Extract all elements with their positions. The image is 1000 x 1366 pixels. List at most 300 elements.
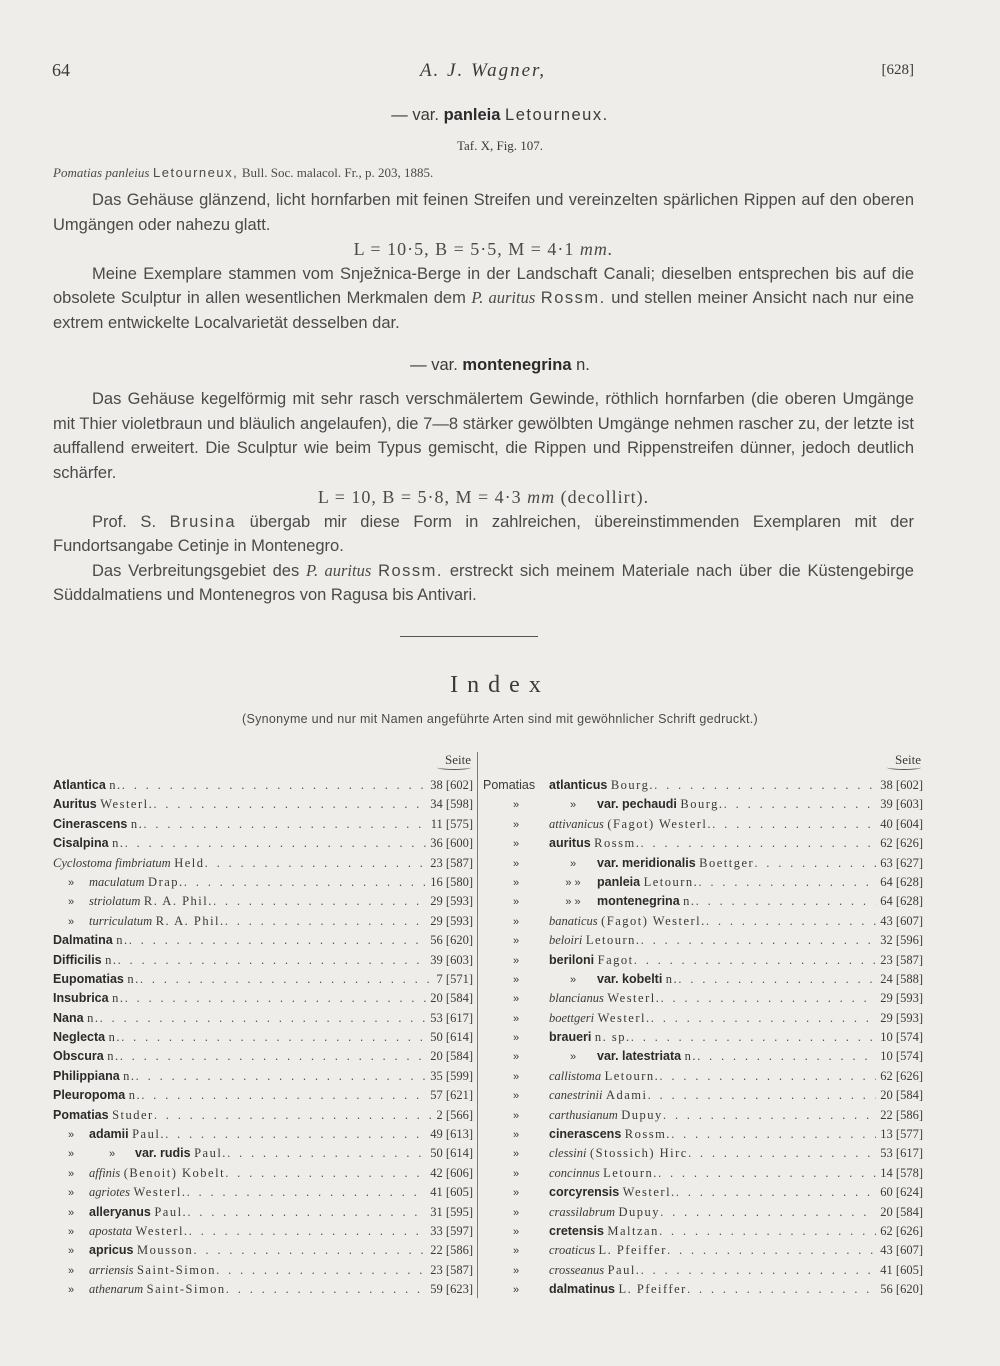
ditto-mark: » [512, 1070, 520, 1083]
index-entry [53, 970, 473, 989]
species-author: Adami [605, 1088, 648, 1103]
page-reference: 41 [605] [430, 1185, 473, 1200]
index-entry [483, 1183, 923, 1202]
page-reference: 53 [617] [430, 1010, 473, 1025]
species-author: Letourn. [603, 1165, 658, 1180]
ditto-mark: » [67, 1167, 75, 1180]
page-reference: 50 [614] [430, 1146, 473, 1161]
index-entry [483, 854, 923, 873]
seite-header: Seite [53, 752, 473, 776]
species-author: Saint-Simon [136, 1262, 216, 1277]
page-reference: 42 [606] [430, 1165, 473, 1180]
species-author: Westerl. [133, 1185, 187, 1200]
species-name: Cyclostoma fimbriatum [53, 855, 171, 870]
entry-name-group [53, 1125, 165, 1145]
species-name: beloiri [549, 933, 583, 948]
entry-name-group [53, 1067, 136, 1086]
species-name: Dalmatina [53, 933, 113, 948]
index-entry [53, 1106, 473, 1125]
species-name: Atlantica [53, 778, 106, 792]
leader-dots [205, 854, 427, 873]
ditto-mark: » [67, 915, 75, 928]
entry-name-group [53, 1047, 120, 1066]
entry-name-group [483, 1106, 663, 1126]
index-entry [53, 776, 473, 795]
species-author: Saint-Simon [146, 1282, 226, 1297]
species-author: n. [112, 991, 125, 1006]
leader-dots [641, 931, 877, 950]
entry-name-group [53, 931, 129, 950]
ditto-mark: » [512, 954, 520, 967]
ditto-mark: » [512, 1284, 520, 1297]
leader-dots [687, 1280, 876, 1299]
leader-dots [143, 815, 427, 834]
leader-dots [154, 1106, 433, 1125]
species-name: Pomatias [53, 1107, 109, 1122]
entry-name-group [483, 951, 634, 971]
reference-author: Letourneux, [153, 165, 239, 180]
page-reference: 11 [575] [430, 816, 473, 831]
entry-name-group [483, 912, 706, 932]
leader-dots [667, 1241, 876, 1260]
ditto-mark: » [67, 1206, 75, 1219]
species-name: crosseanus [549, 1262, 605, 1277]
index-entry [53, 1086, 473, 1105]
leader-dots [225, 1164, 426, 1183]
literature-reference [53, 163, 914, 183]
species-author: n. [109, 778, 122, 792]
index-entry [483, 1028, 923, 1047]
leader-dots [122, 776, 427, 795]
species-name: Cinerascens [53, 816, 128, 831]
entry-name-group [483, 854, 754, 874]
ditto-mark: » [512, 1051, 520, 1064]
index-entry [483, 1241, 923, 1260]
leader-dots [189, 1222, 427, 1241]
species-author: Bourg. [610, 778, 654, 792]
entry-name-group [483, 776, 654, 795]
species-name: var. pechaudi [597, 797, 677, 812]
index-entry [53, 1222, 473, 1241]
page-reference: 59 [623] [430, 1282, 473, 1297]
species-author: Westerl. [607, 991, 661, 1006]
index-entry [53, 1164, 473, 1183]
index-entry [53, 1125, 473, 1144]
leader-dots [117, 951, 426, 970]
page-reference: 39 [603] [430, 952, 473, 967]
ditto-mark: » [512, 1109, 520, 1122]
ditto-mark: » [569, 973, 577, 986]
entry-name-group [483, 892, 696, 912]
species-name: cinerascens [549, 1127, 622, 1142]
page-number: 64 [52, 60, 70, 80]
index-entry [483, 776, 923, 795]
index-entry [53, 873, 473, 892]
species-name: Difficilis [53, 952, 102, 967]
index-entry [483, 1164, 923, 1183]
heading-author: Letourneux. [505, 106, 609, 124]
species-name: braueri [549, 1030, 592, 1045]
leader-dots [124, 834, 426, 853]
index-entry [483, 892, 923, 911]
index-entry [483, 1067, 923, 1086]
ditto-mark: » [67, 1284, 75, 1297]
column-divider [477, 752, 478, 1298]
leader-dots [141, 1086, 426, 1105]
leader-dots [663, 1106, 877, 1125]
page-reference: 20 [584] [880, 1088, 923, 1103]
index-entries-left [53, 776, 473, 1300]
species-name: crassilabrum [549, 1204, 615, 1219]
leader-dots [227, 1144, 426, 1163]
species-author: Paul. [132, 1127, 165, 1142]
page-reference: 29 [593] [430, 913, 473, 928]
ditto-mark: Pomatias [483, 778, 536, 792]
entry-name-group [53, 912, 225, 932]
index-entry [483, 1125, 923, 1144]
ditto-mark: » [512, 1148, 520, 1161]
leader-dots [660, 1203, 876, 1222]
leader-dots [676, 1183, 877, 1202]
species-author: R. A. Phil. [143, 894, 213, 909]
species-name: attivanicus [549, 816, 604, 831]
entry-name-group [53, 892, 213, 912]
leader-dots [225, 912, 427, 931]
ditto-mark: » [512, 1187, 520, 1200]
entry-name-group [53, 951, 117, 970]
index-entry [483, 815, 923, 834]
species-author: Drap. [148, 874, 184, 889]
page-reference: 7 [571] [436, 971, 473, 986]
ditto-mark: » [569, 857, 577, 870]
ditto-mark: » [67, 1187, 75, 1200]
leader-dots [660, 989, 876, 1008]
page-reference: 13 [577] [880, 1127, 923, 1142]
ditto-mark: » [569, 1051, 577, 1064]
leader-dots [124, 989, 426, 1008]
plate-reference: Taf. X, Fig. 107. [456, 138, 544, 153]
species-author: Held [174, 855, 205, 870]
species-author: Studer [112, 1107, 154, 1122]
ditto-mark: » [512, 993, 520, 1006]
species-author: n. [127, 971, 140, 986]
entry-name-group [483, 1125, 671, 1145]
entry-name-group [53, 1144, 227, 1164]
page-reference: 56 [620] [880, 1282, 923, 1297]
seite-header: Seite [483, 752, 923, 776]
page-reference: 64 [628] [880, 894, 923, 909]
leader-dots [688, 1144, 876, 1163]
species-author: Letourn. [604, 1068, 660, 1083]
description-paragraph: Das Gehäuse kegelförmig mit sehr rasch verschmälertem Gewinde, röthlich hornfarben (die oberen Umgänge mit Thier violetbraun und bläulich angelaufen), die 7—8 stärker gewölbten Umgänge nehmen rascher zu, der letzte ist auffallend erweitert. Die Sculptur wie beim Typus gemischt, die Rippen und Rippenstreifen dünner, jedoch deutlich schärfer. [53, 390, 914, 482]
index-entry [53, 1009, 473, 1028]
entry-name-group [483, 795, 724, 815]
species-author: Paul. [154, 1204, 188, 1219]
species-name: boettgeri [549, 1010, 595, 1025]
entry-name-group [483, 1164, 658, 1184]
ditto-mark: » [67, 876, 75, 889]
index-entry [483, 1144, 923, 1163]
ditto-mark: » [512, 1206, 520, 1219]
leader-dots [724, 795, 877, 814]
species-name: canestrinii [549, 1088, 603, 1103]
ditto-mark: » [512, 973, 520, 986]
leader-dots [184, 873, 427, 892]
page-reference: 43 [607] [880, 913, 923, 928]
entry-name-group [483, 815, 712, 835]
collector-paragraph: Prof. S. Brusina übergab mir diese Form in zahlreichen, übereinstimmenden Exemplaren mit der Fundortsangabe Cetinje in Montenegro. [53, 512, 914, 555]
heading-name: panleia [443, 106, 501, 124]
index-entry [53, 892, 473, 911]
species-name: beriloni [549, 952, 595, 967]
page-reference: 23 [587] [880, 952, 923, 967]
species-author: Westerl. [135, 1223, 189, 1238]
index-entry [53, 1047, 473, 1066]
entry-name-group [483, 1144, 688, 1164]
ditto-mark: » [569, 799, 577, 812]
entry-name-group [53, 873, 184, 893]
leader-dots [651, 1009, 877, 1028]
entry-name-group [483, 1028, 631, 1048]
page-reference: 57 [621] [430, 1088, 473, 1103]
leader-dots [136, 1067, 427, 1086]
index-entry [53, 795, 473, 814]
page-reference: 29 [593] [880, 991, 923, 1006]
index-entry [483, 834, 923, 853]
measurement-formula: L = 10·5, B = 5·5, M = 4·1 mm. [353, 239, 614, 259]
entry-name-group [483, 1086, 647, 1106]
page-reference: 62 [626] [880, 1223, 923, 1238]
leader-dots [226, 1280, 427, 1299]
ditto-mark: » » [565, 876, 581, 889]
remark-paragraph: Meine Exemplare stammen vom Snježnica-Berge in der Landschaft Canali; dieselben entsprechen bis auf die obsolete Sculptur in allen wesentlichen Merkmalen dem P. auritus Rossm. und stellen meiner Ansicht nach nur eine extrem entwickelte Localvarietät desselben dar. [53, 264, 915, 332]
index-entry [53, 1203, 473, 1222]
species-author: Westerl. [100, 797, 154, 812]
leader-dots [647, 1086, 876, 1105]
species-author: Westerl. [597, 1010, 651, 1025]
leader-dots [631, 1028, 877, 1047]
page-reference: 10 [574] [880, 1030, 923, 1045]
entry-name-group [53, 1009, 99, 1028]
species-author: n. [683, 894, 696, 909]
species-author: n. [105, 952, 118, 967]
leader-dots [671, 1125, 876, 1144]
page-reference: 40 [604] [880, 816, 923, 831]
species-author: Bourg. [680, 797, 724, 812]
entry-name-group [483, 1222, 659, 1242]
index-entry [53, 1028, 473, 1047]
species-name: montenegrina [597, 894, 680, 909]
index-entry [483, 1086, 923, 1105]
index-entry [53, 1241, 473, 1260]
leader-dots [186, 1183, 426, 1202]
species-name: Pleuropoma [53, 1088, 126, 1103]
entry-name-group [483, 1009, 651, 1029]
ditto-mark: » [67, 1148, 75, 1161]
species-author: Paul. [607, 1262, 641, 1277]
species-name: Eupomatias [53, 971, 124, 986]
species-name: corcyrensis [549, 1185, 620, 1200]
page-reference: 24 [588] [880, 971, 923, 986]
entry-name-group [483, 834, 640, 854]
bracket-page-number: [628] [881, 62, 914, 78]
index-entry [53, 834, 473, 853]
index-entry [53, 1261, 473, 1280]
species-author: L. Pfeiffer [598, 1243, 667, 1258]
leader-dots [697, 1047, 876, 1066]
page-reference: 60 [624] [880, 1185, 923, 1200]
entry-name-group [53, 1222, 189, 1242]
ditto-mark: » [512, 915, 520, 928]
species-name: apostata [89, 1223, 133, 1238]
measurement-formula: L = 10, B = 5·8, M = 4·3 mm (decollirt). [317, 487, 650, 507]
species-name: Obscura [53, 1049, 104, 1064]
species-name: croaticus [549, 1243, 596, 1258]
species-author: Rossm. [594, 836, 641, 851]
page-reference: 53 [617] [880, 1146, 923, 1161]
index-entry [483, 1203, 923, 1222]
index-entry [483, 970, 923, 989]
page-reference: 2 [566] [436, 1107, 473, 1122]
leader-dots [712, 815, 876, 834]
page-reference: 62 [626] [880, 836, 923, 851]
page-reference: 22 [586] [880, 1107, 923, 1122]
ditto-mark: » [512, 1090, 520, 1103]
entry-name-group [483, 931, 641, 951]
index-column-left [53, 752, 473, 1300]
ditto-mark: » [512, 1167, 520, 1180]
species-name: banaticus [549, 913, 598, 928]
index-entry [53, 951, 473, 970]
species-name: cretensis [549, 1223, 604, 1238]
ditto-mark: » [67, 1264, 75, 1277]
leader-dots [140, 970, 433, 989]
index-entry [53, 854, 473, 873]
ditto-mark: » » [565, 896, 581, 909]
species-name: arriensis [89, 1262, 134, 1277]
ditto-mark: » [512, 1012, 520, 1025]
species-author: Dupuy [621, 1107, 663, 1122]
species-name: var. latestriata [597, 1049, 682, 1064]
leader-dots [696, 892, 877, 911]
ditto-mark: » [512, 838, 520, 851]
distribution-paragraph: Das Verbreitungsgebiet des P. auritus Rossm. erstreckt sich meinem Materiale nach über die Küstengebirge Süddalmatiens und Montenegros von Ragusa bis Antivari. [53, 560, 914, 604]
leader-dots [129, 931, 427, 950]
species-author: n. [123, 1068, 136, 1083]
entry-name-group [53, 1086, 141, 1105]
var-panleia-description [53, 188, 914, 335]
leader-dots [216, 1261, 426, 1280]
leader-dots [121, 1028, 426, 1047]
page-reference: 23 [587] [430, 855, 473, 870]
species-author: Mousson [136, 1243, 194, 1258]
species-name: apricus [89, 1243, 134, 1258]
species-name: striolatum [89, 894, 141, 909]
entry-name-group [53, 1241, 193, 1261]
index-entry [53, 989, 473, 1008]
species-name: Auritus [53, 797, 97, 812]
ditto-mark: » [67, 1129, 75, 1142]
leader-dots [120, 1047, 427, 1066]
leader-dots [213, 892, 426, 911]
species-author: n. [684, 1049, 697, 1064]
index-entry [483, 1222, 923, 1241]
ditto-mark: » [512, 935, 520, 948]
ditto-mark: » [108, 1148, 116, 1161]
entry-name-group [483, 873, 698, 893]
index-entry [483, 873, 923, 892]
index-entry [53, 1183, 473, 1202]
species-name: Neglecta [53, 1030, 106, 1045]
entry-name-group [483, 970, 678, 990]
leader-dots [634, 951, 877, 970]
index-entries-right [483, 776, 923, 1300]
index-entry [483, 795, 923, 814]
species-name: carthusianum [549, 1107, 618, 1122]
index-column-right [483, 752, 923, 1300]
ditto-mark: » [67, 1245, 75, 1258]
running-head [52, 60, 914, 84]
entry-name-group [483, 989, 660, 1009]
entry-name-group [53, 989, 124, 1008]
leader-dots [99, 1009, 426, 1028]
species-author: L. Pfeiffer [618, 1282, 687, 1297]
index-entry [483, 1106, 923, 1125]
entry-name-group [483, 1261, 640, 1281]
var-panleia-heading [0, 106, 1000, 125]
ditto-mark: » [512, 1264, 520, 1277]
entry-name-group [53, 795, 153, 814]
species-author: (Stossich) Hirc [589, 1146, 688, 1161]
page-reference: 10 [574] [880, 1049, 923, 1064]
species-name: athenarum [89, 1282, 144, 1297]
species-name: maculatum [89, 874, 145, 889]
page-reference: 16 [580] [430, 874, 473, 889]
species-author: Fagot [597, 952, 634, 967]
page-reference: 33 [597] [430, 1223, 473, 1238]
leader-dots [659, 1222, 876, 1241]
var-montenegrina-description [53, 387, 914, 608]
species-author: (Benoit) Kobelt [123, 1165, 226, 1180]
index-entry [53, 1067, 473, 1086]
species-author: n. [665, 971, 679, 986]
species-author: R. A. Phil. [155, 913, 225, 928]
entry-name-group [53, 1203, 187, 1223]
species-name: alleryanus [89, 1204, 151, 1219]
ditto-mark: » [67, 896, 75, 909]
entry-name-group [53, 834, 124, 853]
species-name: callistoma [549, 1068, 602, 1083]
leader-dots [658, 1164, 876, 1183]
species-name: Nana [53, 1010, 84, 1025]
index-entry [483, 1009, 923, 1028]
ditto-mark: » [512, 818, 520, 831]
heading-dash: — var. [391, 106, 439, 124]
index-entry [53, 1144, 473, 1163]
leader-dots [640, 834, 876, 853]
index-entry [483, 1047, 923, 1066]
page-reference: 63 [627] [880, 855, 923, 870]
species-author: n. [130, 816, 144, 831]
entry-name-group [53, 815, 143, 834]
leader-dots [640, 1261, 876, 1280]
entry-name-group [53, 1164, 225, 1184]
entry-name-group [483, 1203, 660, 1223]
index-entry [53, 931, 473, 950]
species-author: n. [108, 1030, 121, 1045]
entry-name-group [53, 1261, 216, 1281]
entry-name-group [483, 1047, 697, 1067]
